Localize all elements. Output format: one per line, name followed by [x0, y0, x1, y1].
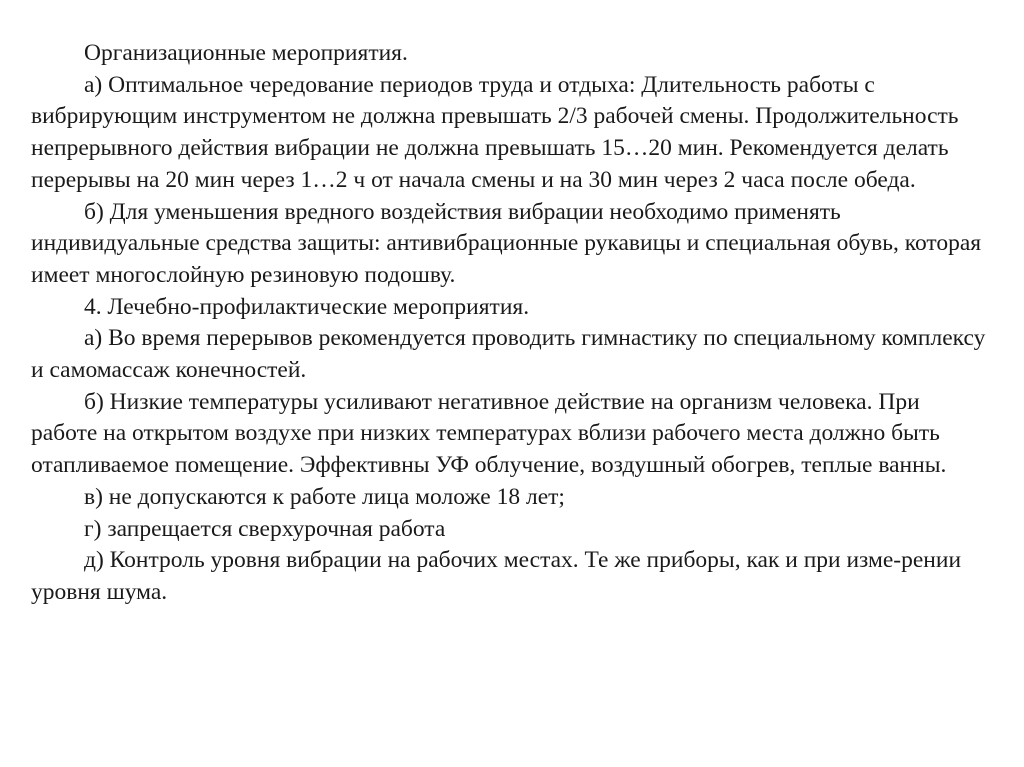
paragraph-work-rest-schedule: а) Оптимальное чередование периодов труда и отдыха: Длительность работы с вибрирующим инструментом не должна превышать 2/3 рабочей смены. Продолжительность непрерывного действия вибрации не должна превышать 15…20 мин. Рекомендуется делать перерывы на 20 мин через 1…2 ч от начала смены и на 30 мин через 2 часа после обеда. — [31, 71, 959, 193]
paragraph-age-restriction: в) не допускаются к работе лица моложе 18 лет; — [84, 483, 565, 510]
paragraph-gymnastics-massage: а) Во время перерывов рекомендуется проводить гимнастику по специальному комплексу и самомассаж конечностей. — [31, 325, 986, 384]
heading-organizational-measures: Организационные мероприятия. — [84, 40, 408, 66]
paragraph-personal-protection: б) Для уменьшения вредного воздействия вибрации необходимо применять индивидуальные средства защиты: антивибрационные рукавицы и специальная обувь, которая имеет многослойную резиновую подошву. — [31, 198, 982, 288]
heading-medical-preventive-measures: 4. Лечебно-профилактические мероприятия. — [84, 293, 530, 320]
paragraph-low-temperatures: б) Низкие температуры усиливают негативное действие на организм человека. При работе на открытом воздухе при низких температурах вблизи рабочего места должно быть отапливаемое помещение. Эффективны УФ облучение, воздушный обогрев, теплые ванны. — [31, 388, 947, 479]
paragraph-vibration-control: д) Контроль уровня вибрации на рабочих местах. Те же приборы, как и при изме-рении уровня шума. — [31, 547, 962, 605]
paragraph-overtime-ban: г) запрещается сверхурочная работа — [84, 515, 446, 542]
slide-text-body — [31, 38, 991, 609]
